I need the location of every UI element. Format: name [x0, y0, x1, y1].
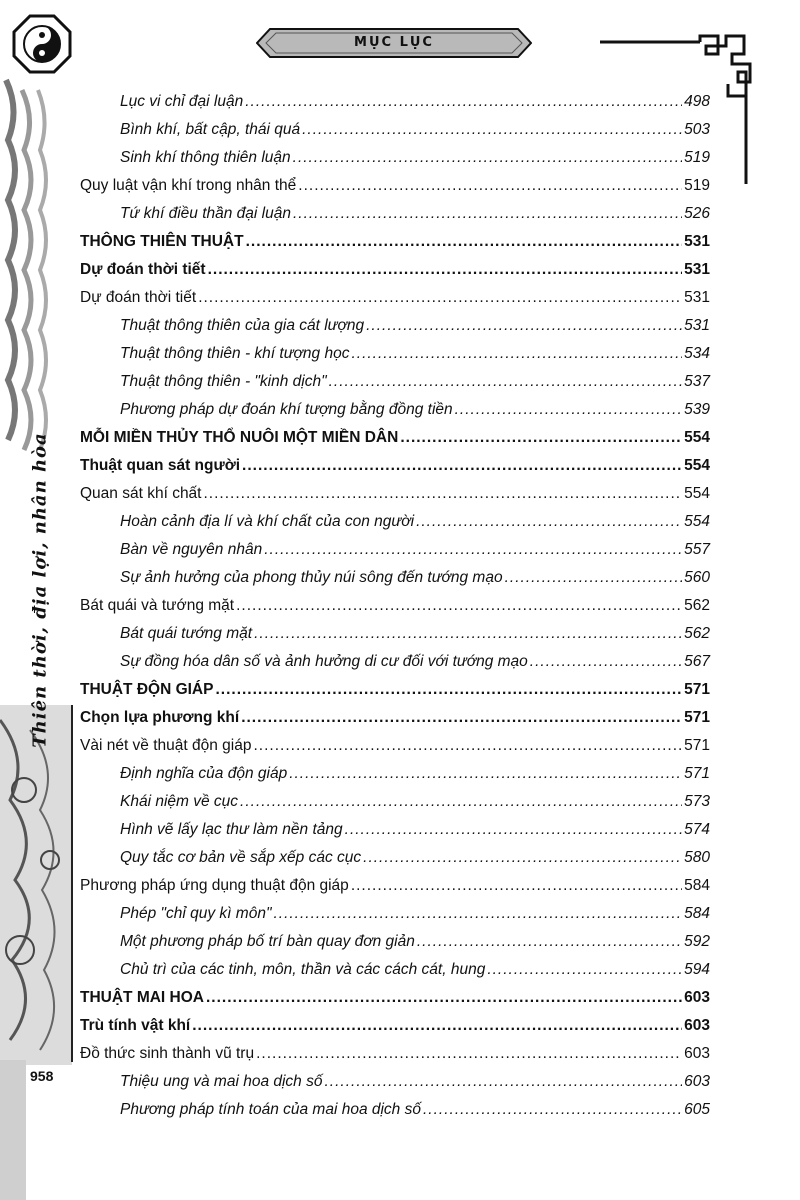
toc-entry — [80, 312, 710, 340]
toc-entry — [80, 872, 710, 900]
toc-entry-page: 603 — [684, 989, 710, 1006]
toc-entry-title: Sự ảnh hưởng của phong thủy núi sông đến tướng mạo — [120, 569, 503, 586]
toc-entry-title: THUẬT MAI HOA — [80, 989, 204, 1006]
dot-leader — [400, 424, 682, 452]
toc-entry — [80, 536, 710, 564]
toc-entry-page: 534 — [684, 345, 710, 362]
dot-leader — [256, 1040, 682, 1068]
dot-leader — [329, 368, 683, 396]
dot-leader — [254, 620, 682, 648]
toc-entry-title: Khái niệm về cục — [120, 793, 239, 810]
toc-entry-title: Trù tính vật khí — [80, 1017, 191, 1034]
dot-leader — [298, 172, 682, 200]
side-book-title-text: Thiên thời, địa lợi, nhân hòa — [29, 432, 51, 748]
dot-leader — [324, 1068, 682, 1096]
dot-leader — [245, 88, 682, 116]
toc-entry-title: THUẬT ĐỘN GIÁP — [80, 681, 214, 698]
dot-leader — [366, 312, 682, 340]
toc-entry-title: Thiệu ung và mai hoa dịch số — [120, 1073, 323, 1090]
toc-entry-title: Phương pháp tính toán của mai hoa dịch số — [120, 1101, 421, 1118]
toc-entry-title: Hình vẽ lấy lạc thư làm nền tảng — [120, 821, 343, 838]
dot-leader — [505, 564, 683, 592]
side-book-title — [10, 432, 70, 748]
toc-entry-page: 571 — [684, 709, 710, 726]
toc-entry-title: Quy tắc cơ bản về sắp xếp các cục — [120, 849, 362, 866]
toc-entry — [80, 88, 710, 116]
toc-entry — [80, 284, 710, 312]
dot-leader — [241, 704, 682, 732]
dot-leader — [417, 928, 682, 956]
toc-entry — [80, 788, 710, 816]
dot-leader — [192, 1012, 682, 1040]
toc-entry-title: Bát quái tướng mặt — [120, 625, 253, 642]
toc-entry — [80, 956, 710, 984]
toc-entry-title: Dự đoán thời tiết — [80, 289, 197, 306]
toc-entry — [80, 172, 710, 200]
dot-leader — [204, 480, 683, 508]
dot-leader — [423, 1096, 682, 1124]
toc-entry — [80, 676, 710, 704]
page-title: MỤC LỤC — [354, 35, 434, 50]
dot-leader — [254, 732, 683, 760]
toc-entry — [80, 1012, 710, 1040]
toc-entry-title: Bàn về nguyên nhân — [120, 541, 263, 558]
toc-entry-page: 571 — [684, 681, 710, 698]
dot-leader — [455, 396, 683, 424]
toc-entry — [80, 816, 710, 844]
dot-leader — [198, 284, 682, 312]
toc-entry — [80, 984, 710, 1012]
toc-entry-title: Sinh khí thông thiên luận — [120, 149, 291, 166]
toc-entry-title: Quan sát khí chất — [80, 485, 202, 502]
toc-entry-title: Vài nét về thuật độn giáp — [80, 737, 252, 754]
dot-leader — [487, 956, 682, 984]
toc-entry-title: Định nghĩa của độn giáp — [120, 765, 288, 782]
toc-entry-page: 573 — [684, 793, 710, 810]
toc-entry — [80, 424, 710, 452]
dot-leader — [273, 900, 682, 928]
dot-leader — [416, 508, 682, 536]
toc-entry — [80, 340, 710, 368]
toc-entry — [80, 452, 710, 480]
toc-entry-page: 531 — [684, 233, 710, 250]
toc-entry-page: 560 — [684, 569, 710, 586]
toc-entry-title: Sự đồng hóa dân số và ảnh hưởng di cư đối với tướng mạo — [120, 653, 528, 670]
toc-entry-page: 580 — [684, 849, 710, 866]
table-of-contents — [80, 88, 710, 1124]
toc-entry-title: Phương pháp ứng dụng thuật độn giáp — [80, 877, 349, 894]
toc-entry-page: 554 — [684, 429, 710, 446]
toc-entry — [80, 648, 710, 676]
dot-leader — [293, 144, 682, 172]
toc-entry-page: 603 — [684, 1073, 710, 1090]
toc-entry — [80, 1068, 710, 1096]
toc-entry-page: 554 — [684, 513, 710, 530]
toc-entry-title: Chủ trì của các tinh, môn, thần và các cách cát, hung — [120, 961, 486, 978]
toc-entry-title: Lục vi chỉ đại luận — [120, 93, 244, 110]
toc-entry-page: 557 — [684, 541, 710, 558]
toc-entry-page: 605 — [684, 1101, 710, 1118]
page-number: 958 — [30, 1068, 54, 1084]
yin-yang-icon — [12, 14, 72, 74]
toc-entry — [80, 116, 710, 144]
toc-entry-page: 594 — [684, 961, 710, 978]
toc-entry-title: Thuật quan sát người — [80, 457, 241, 474]
toc-entry — [80, 760, 710, 788]
dot-leader — [530, 648, 682, 676]
toc-entry-page: 603 — [684, 1017, 710, 1034]
toc-entry-title: Hoàn cảnh địa lí và khí chất của con người — [120, 513, 415, 530]
toc-entry-page: 537 — [684, 373, 710, 390]
toc-entry — [80, 144, 710, 172]
toc-entry — [80, 396, 710, 424]
toc-entry — [80, 592, 710, 620]
toc-entry — [80, 368, 710, 396]
toc-entry-page: 554 — [684, 485, 710, 502]
dot-leader — [363, 844, 682, 872]
toc-entry-page: 531 — [684, 317, 710, 334]
toc-entry-page: 574 — [684, 821, 710, 838]
dot-leader — [293, 200, 682, 228]
toc-entry — [80, 732, 710, 760]
toc-entry — [80, 508, 710, 536]
toc-entry — [80, 900, 710, 928]
toc-entry — [80, 200, 710, 228]
dot-leader — [242, 452, 682, 480]
toc-entry-page: 584 — [684, 905, 710, 922]
toc-entry-title: Thuật thông thiên của gia cát lượng — [120, 317, 365, 334]
toc-entry-title: Quy luật vận khí trong nhân thể — [80, 177, 297, 194]
toc-entry — [80, 704, 710, 732]
toc-entry-page: 531 — [684, 261, 710, 278]
toc-entry-title: Thuật thông thiên - khí tượng học — [120, 345, 350, 362]
toc-entry-page: 567 — [684, 653, 710, 670]
toc-entry — [80, 620, 710, 648]
toc-entry-title: Phương pháp dự đoán khí tượng bằng đồng tiền — [120, 401, 453, 418]
dot-leader — [351, 340, 682, 368]
toc-entry-page: 562 — [684, 625, 710, 642]
dot-leader — [345, 816, 682, 844]
toc-entry-page: 519 — [684, 149, 710, 166]
toc-entry-title: Thuật thông thiên - "kinh dịch" — [120, 373, 327, 390]
toc-entry-page: 554 — [684, 457, 710, 474]
dot-leader — [302, 116, 682, 144]
toc-entry-page: 519 — [684, 177, 710, 194]
toc-entry-page: 584 — [684, 877, 710, 894]
dot-leader — [351, 872, 682, 900]
toc-entry-page: 526 — [684, 205, 710, 222]
toc-entry-title: MỖI MIỀN THỦY THỔ NUÔI MỘT MIỀN DÂN — [80, 429, 399, 446]
toc-entry-page: 562 — [684, 597, 710, 614]
toc-entry-title: THÔNG THIÊN THUẬT — [80, 233, 244, 250]
toc-entry-title: Tứ khí điều thần đại luận — [120, 205, 291, 222]
toc-entry-title: Chọn lựa phương khí — [80, 709, 240, 726]
toc-entry-page: 571 — [684, 737, 710, 754]
toc-entry — [80, 1096, 710, 1124]
toc-entry-title: Dự đoán thời tiết — [80, 261, 206, 278]
toc-entry-title: Bát quái và tướng mặt — [80, 597, 235, 614]
toc-entry — [80, 228, 710, 256]
toc-entry — [80, 256, 710, 284]
toc-entry — [80, 844, 710, 872]
toc-entry-page: 498 — [684, 93, 710, 110]
dot-leader — [240, 788, 682, 816]
toc-entry-title: Bình khí, bất cập, thái quá — [120, 121, 301, 138]
toc-entry-page: 603 — [684, 1045, 710, 1062]
toc-entry — [80, 1040, 710, 1068]
dot-leader — [206, 984, 682, 1012]
toc-entry — [80, 564, 710, 592]
dot-leader — [289, 760, 682, 788]
dot-leader — [208, 256, 683, 284]
dot-leader — [215, 676, 682, 704]
toc-entry — [80, 480, 710, 508]
toc-entry-title: Một phương pháp bố trí bàn quay đơn giản — [120, 933, 415, 950]
toc-entry-page: 531 — [684, 289, 710, 306]
dot-leader — [246, 228, 683, 256]
toc-entry-title: Đồ thức sinh thành vũ trụ — [80, 1045, 255, 1062]
toc-entry-title: Phép "chỉ quy kì môn" — [120, 905, 272, 922]
dot-leader — [264, 536, 682, 564]
toc-entry-page: 571 — [684, 765, 710, 782]
toc-entry-page: 539 — [684, 401, 710, 418]
toc-entry — [80, 928, 710, 956]
toc-entry-page: 592 — [684, 933, 710, 950]
toc-entry-page: 503 — [684, 121, 710, 138]
dot-leader — [236, 592, 682, 620]
